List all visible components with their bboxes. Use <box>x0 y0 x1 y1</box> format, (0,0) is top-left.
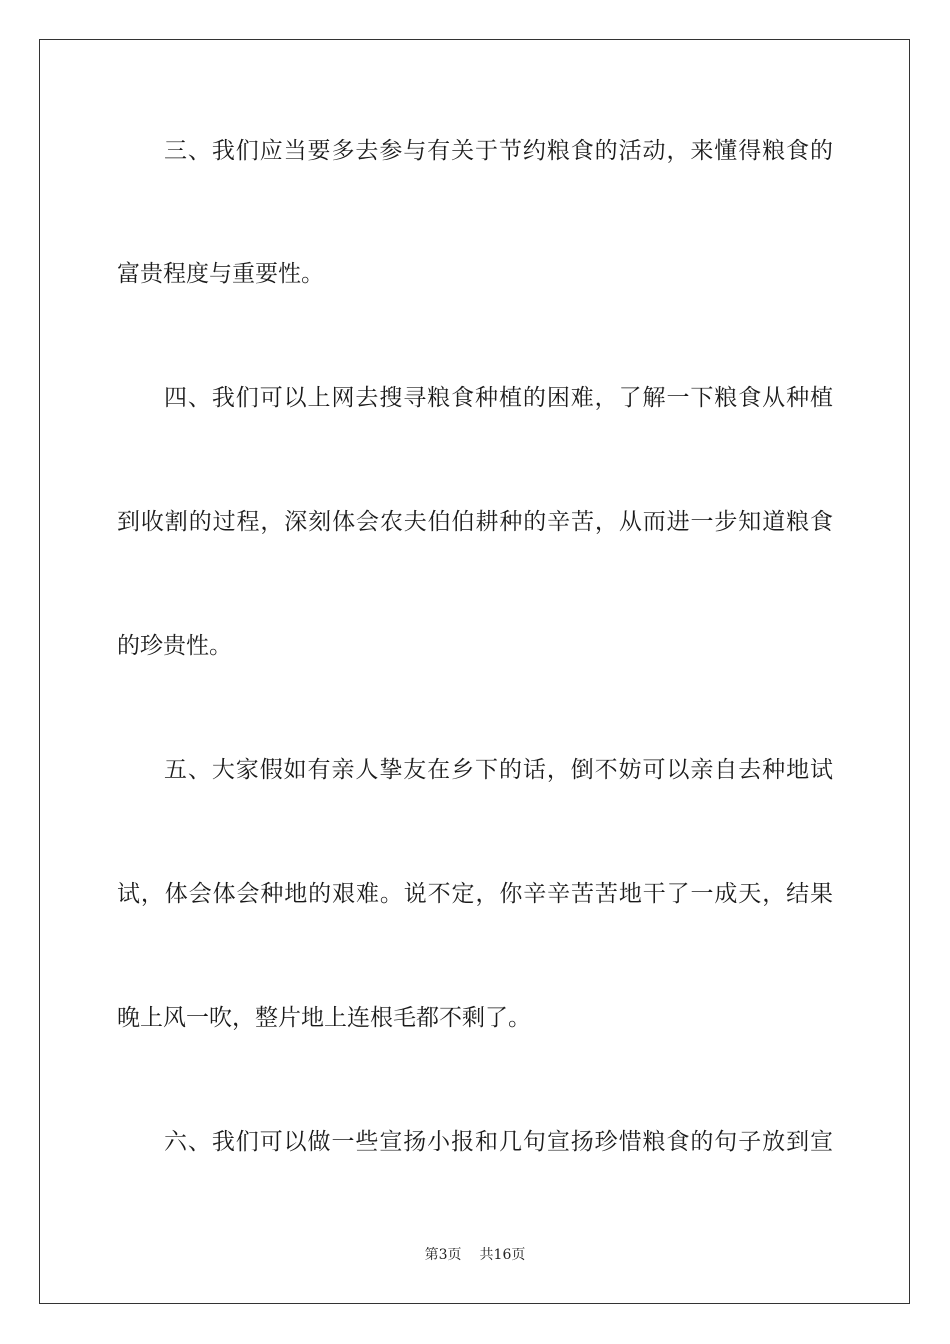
page-frame <box>39 39 910 1304</box>
paragraph-4-line-2: 到收割的过程，深刻体会农夫伯伯耕种的辛苦，从而进一步知道粮食 <box>117 509 833 535</box>
paragraph-5-line-1: 五、大家假如有亲人挚友在乡下的话，倒不妨可以亲自去种地试 <box>164 757 833 783</box>
paragraph-3-line-2: 富贵程度与重要性。 <box>117 261 324 287</box>
total-pages: 共16页 <box>479 1247 526 1263</box>
page-footer <box>0 1246 950 1264</box>
paragraph-6-line-1: 六、我们可以做一些宣扬小报和几句宣扬珍惜粮食的句子放到宣 <box>164 1129 833 1155</box>
paragraph-4-line-1: 四、我们可以上网去搜寻粮食种植的困难，了解一下粮食从种植 <box>164 385 833 411</box>
paragraph-4-line-3: 的珍贵性。 <box>117 633 232 659</box>
page-number: 第3页 <box>424 1247 462 1263</box>
paragraph-5-line-2: 试，体会体会种地的艰难。说不定，你辛辛苦苦地干了一成天，结果 <box>117 881 833 907</box>
paragraph-3-line-1: 三、我们应当要多去参与有关于节约粮食的活动，来懂得粮食的 <box>164 138 833 164</box>
paragraph-5-line-3: 晚上风一吹，整片地上连根毛都不剩了。 <box>117 1005 531 1031</box>
